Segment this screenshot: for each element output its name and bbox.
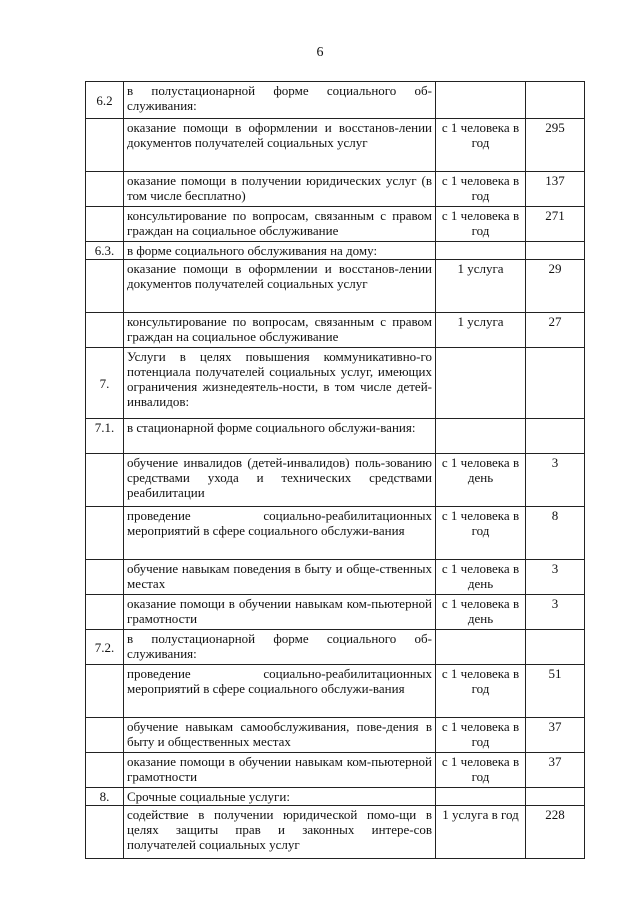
row-number: [86, 207, 124, 242]
row-unit: с 1 человека в день: [436, 454, 526, 507]
row-service-name: консультирование по вопросам, связанным с правом граждан на социальное обслуживание: [124, 313, 436, 348]
page-number: 6: [316, 45, 324, 60]
row-value: 29: [526, 260, 585, 313]
row-value: 8: [526, 507, 585, 560]
row-number: [86, 119, 124, 172]
row-number: 7.2.: [86, 630, 124, 665]
row-unit: с 1 человека в год: [436, 172, 526, 207]
table-row: [86, 788, 585, 806]
row-service-name: оказание помощи в оформлении и восстанов-лении документов получателей социальных услуг: [124, 260, 436, 313]
table-row: [86, 595, 585, 630]
row-service-name: обучение навыкам самообслуживания, пове-дения в быту и общественных местах: [124, 718, 436, 753]
row-unit: [436, 82, 526, 119]
table-row: [86, 419, 585, 454]
row-unit: 1 услуга: [436, 313, 526, 348]
row-value: 3: [526, 560, 585, 595]
table-row: [86, 665, 585, 718]
row-service-name: в полустационарной форме социального об-служивания:: [124, 82, 436, 119]
row-unit: с 1 человека в год: [436, 665, 526, 718]
table-row: [86, 172, 585, 207]
row-unit: с 1 человека в год: [436, 718, 526, 753]
row-value: [526, 242, 585, 260]
table-row: [86, 82, 585, 119]
row-unit: [436, 419, 526, 454]
row-service-name: Услуги в целях повышения коммуникативно-го потенциала получателей социальных услуг, имеющих ограничения жизнедеятель-ности, в том числе детей-инвалидов:: [124, 348, 436, 419]
row-value: 37: [526, 718, 585, 753]
row-service-name: оказание помощи в обучении навыкам ком-пьютерной грамотности: [124, 753, 436, 788]
table-row: [86, 630, 585, 665]
row-service-name: в форме социального обслуживания на дому:: [124, 242, 436, 260]
table-row: [86, 454, 585, 507]
row-value: 51: [526, 665, 585, 718]
table-row: [86, 560, 585, 595]
row-value: 3: [526, 595, 585, 630]
table-row: [86, 242, 585, 260]
row-value: 228: [526, 806, 585, 859]
row-service-name: консультирование по вопросам, связанным с правом граждан на социальное обслуживание: [124, 207, 436, 242]
row-unit: 1 услуга в год: [436, 806, 526, 859]
row-service-name: обучение навыкам поведения в быту и обще-ственных местах: [124, 560, 436, 595]
row-service-name: оказание помощи в обучении навыкам ком-пьютерной грамотности: [124, 595, 436, 630]
row-unit: с 1 человека в день: [436, 595, 526, 630]
row-service-name: в полустационарной форме социального об-служивания:: [124, 630, 436, 665]
row-number: 7.1.: [86, 419, 124, 454]
row-number: [86, 806, 124, 859]
row-number: [86, 313, 124, 348]
row-number: 8.: [86, 788, 124, 806]
row-unit: [436, 788, 526, 806]
row-service-name: оказание помощи в оформлении и восстанов-лении документов получателей социальных услуг: [124, 119, 436, 172]
table-row: [86, 260, 585, 313]
row-value: [526, 82, 585, 119]
row-service-name: проведение социально-реабилитационных мероприятий в сфере социального обслужи-вания: [124, 665, 436, 718]
row-number: [86, 507, 124, 560]
row-value: [526, 348, 585, 419]
table-row: [86, 806, 585, 859]
row-unit: [436, 630, 526, 665]
row-service-name: содействие в получении юридической помо-щи в целях защиты прав и законных интере-сов получателей социальных услуг: [124, 806, 436, 859]
row-unit: с 1 человека в год: [436, 507, 526, 560]
table-row: [86, 207, 585, 242]
row-unit: с 1 человека в год: [436, 119, 526, 172]
row-unit: [436, 348, 526, 419]
row-number: 6.2: [86, 82, 124, 119]
table-row: [86, 313, 585, 348]
row-number: [86, 665, 124, 718]
table-row: [86, 718, 585, 753]
row-number: [86, 753, 124, 788]
row-number: [86, 454, 124, 507]
row-value: 295: [526, 119, 585, 172]
row-value: 37: [526, 753, 585, 788]
row-number: 7.: [86, 348, 124, 419]
row-value: [526, 630, 585, 665]
table-row: [86, 348, 585, 419]
row-service-name: в стационарной форме социального обслужи-вания:: [124, 419, 436, 454]
row-number: [86, 172, 124, 207]
row-value: [526, 419, 585, 454]
table-row: [86, 753, 585, 788]
row-service-name: проведение социально-реабилитационных мероприятий в сфере социального обслужи-вания: [124, 507, 436, 560]
row-number: [86, 560, 124, 595]
row-service-name: Срочные социальные услуги:: [124, 788, 436, 806]
row-unit: с 1 человека в год: [436, 753, 526, 788]
row-value: 271: [526, 207, 585, 242]
row-value: 137: [526, 172, 585, 207]
row-service-name: обучение инвалидов (детей-инвалидов) поль-зованию средствами ухода и технических средствами реабилитации: [124, 454, 436, 507]
services-table: [85, 81, 585, 859]
row-number: [86, 718, 124, 753]
row-unit: 1 услуга: [436, 260, 526, 313]
row-number: 6.3.: [86, 242, 124, 260]
row-value: 3: [526, 454, 585, 507]
row-value: 27: [526, 313, 585, 348]
row-number: [86, 595, 124, 630]
table-row: [86, 507, 585, 560]
table-row: [86, 119, 585, 172]
row-unit: с 1 человека в год: [436, 207, 526, 242]
row-number: [86, 260, 124, 313]
row-value: [526, 788, 585, 806]
row-unit: с 1 человека в день: [436, 560, 526, 595]
row-unit: [436, 242, 526, 260]
row-service-name: оказание помощи в получении юридических услуг (в том числе бесплатно): [124, 172, 436, 207]
